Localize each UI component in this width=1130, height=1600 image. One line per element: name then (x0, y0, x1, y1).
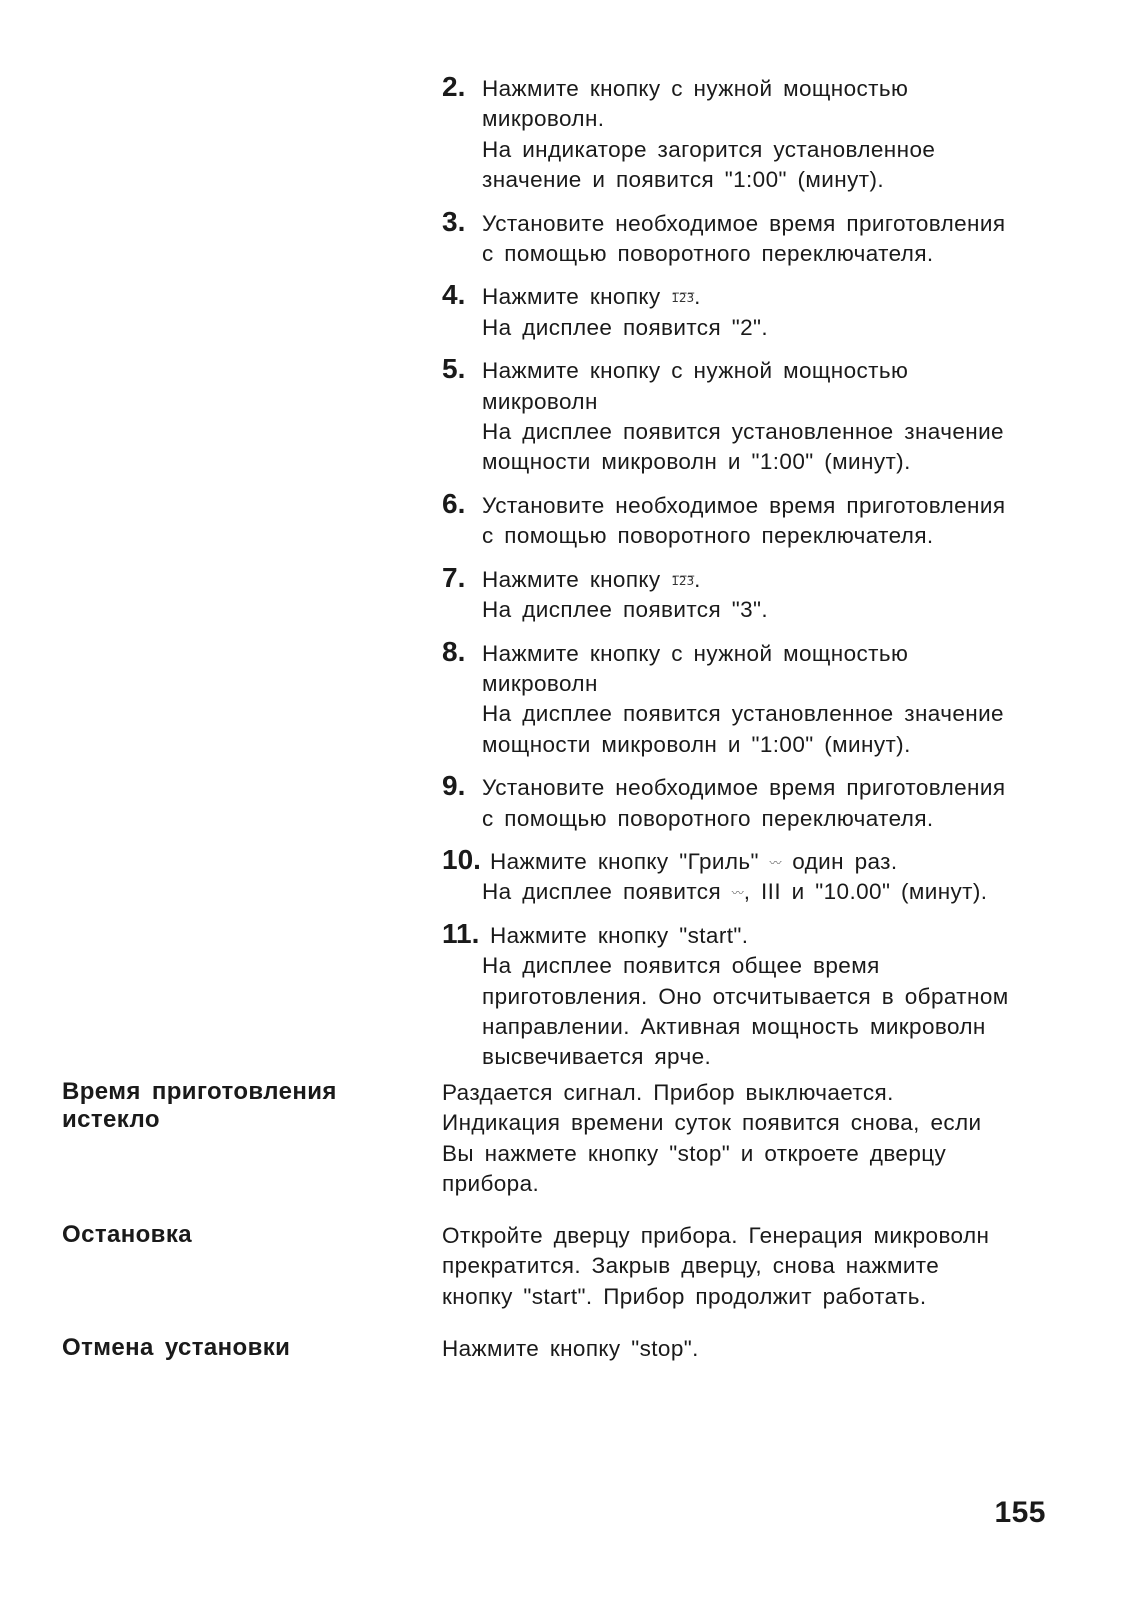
step-5 (442, 353, 1092, 478)
step-text: направлении. Активная мощность микроволн (482, 1013, 986, 1039)
step-text: с помощью поворотного переключателя. (482, 805, 934, 831)
step-text: мощности микроволн и "1:00" (минут). (482, 449, 911, 475)
step-text: На дисплее появится установленное значение (482, 701, 1004, 727)
step-6 (442, 487, 1092, 552)
step-number: 3. (442, 205, 466, 237)
step-text: Нажмите кнопку с нужной мощностью (482, 358, 909, 384)
step-text: приготовления. Оно отсчитывается в обратном (482, 983, 1009, 1009)
steps-list (442, 71, 1092, 1086)
section-text (442, 1078, 1082, 1200)
step-text: Нажмите кнопку (482, 566, 661, 592)
section-heading: Время приготовления истекло (62, 1078, 337, 1133)
step-text: Нажмите кнопку "start". (490, 922, 749, 948)
sequence-button-icon: 1̅2̅3̅ (671, 291, 695, 306)
step-11 (442, 917, 1092, 1073)
step-7 (442, 561, 1092, 626)
step-text: Установите необходимое время приготовления (482, 210, 1006, 236)
step-number: 7. (442, 561, 466, 593)
sequence-button-icon: 1̅2̅3̅ (671, 573, 695, 588)
step-text: значение и появится "1:00" (минут). (482, 167, 884, 193)
step-number: 10. (442, 843, 481, 875)
step-number: 9. (442, 770, 466, 802)
step-text: Установите необходимое время приготовления (482, 775, 1006, 801)
section-text (442, 1221, 1082, 1312)
step-text: микроволн (482, 670, 598, 696)
step-number: 2. (442, 71, 466, 102)
page-number: 155 (994, 1496, 1046, 1529)
step-text: с помощью поворотного переключателя. (482, 523, 934, 549)
step-text-with-icon (482, 877, 1092, 907)
step-number: 11. (442, 917, 480, 949)
section-line: Откройте дверцу прибора. Генерация микроволн (442, 1223, 990, 1248)
grill-icon: 〰 (769, 855, 782, 870)
step-text: микроволн. (482, 106, 605, 132)
section-line: Нажмите кнопку "stop". (442, 1336, 699, 1361)
step-text: Нажмите кнопку с нужной мощностью (482, 76, 909, 101)
step-text: На дисплее появится "2". (482, 314, 769, 340)
step-text: с помощью поворотного переключателя. (482, 241, 934, 267)
step-text: , III и "10.00" (минут). (743, 879, 988, 905)
step-8 (442, 635, 1092, 761)
step-4 (442, 279, 1092, 343)
step-text: мощности микроволн и "1:00" (минут). (482, 731, 911, 757)
section-heading: Остановка (62, 1221, 192, 1248)
step-text: Нажмите кнопку с нужной мощностью (482, 640, 909, 666)
step-text: На дисплее появится (482, 879, 722, 905)
step-text: Установите необходимое время приготовления (482, 492, 1006, 518)
section-text (442, 1334, 1082, 1364)
step-text: На индикаторе загорится установленное (482, 136, 936, 162)
step-text-with-icon (490, 847, 1092, 877)
section-line: кнопку "start". Прибор продолжит работать. (442, 1283, 927, 1309)
section-line: Раздается сигнал. Прибор выключается. (442, 1080, 894, 1105)
step-text-with-icon: Нажмите кнопку 1̅2̅3̅. (482, 566, 701, 592)
step-text: На дисплее появится установленное значение (482, 419, 1004, 445)
grill-icon: 〰 (731, 886, 744, 901)
step-text: На дисплее появится "3". (482, 597, 769, 623)
step-2 (442, 71, 1092, 196)
step-text: микроволн (482, 388, 598, 414)
step-text: Нажмите кнопку (482, 284, 661, 310)
step-number: 4. (442, 279, 466, 311)
step-number: 6. (442, 487, 466, 519)
section-heading: Отмена установки (62, 1334, 291, 1361)
section-line: Индикация времени суток появится снова, если (442, 1110, 982, 1136)
step-text: Нажмите кнопку "Гриль" (490, 848, 759, 874)
step-number: 5. (442, 353, 466, 385)
step-9 (442, 770, 1092, 834)
step-3 (442, 205, 1092, 270)
step-text: высвечивается ярче. (482, 1044, 712, 1070)
section-line: прибора. (442, 1171, 540, 1197)
section-line: Вы нажмете кнопку "stop" и откроете дверцу (442, 1140, 947, 1166)
section-line: прекратится. Закрыв дверцу, снова нажмите (442, 1253, 940, 1279)
step-text: На дисплее появится общее время (482, 953, 880, 979)
step-10 (442, 843, 1092, 908)
step-text: один раз. (792, 848, 898, 874)
step-number: 8. (442, 635, 466, 667)
step-text-with-icon: Нажмите кнопку 1̅2̅3̅. (482, 284, 701, 310)
